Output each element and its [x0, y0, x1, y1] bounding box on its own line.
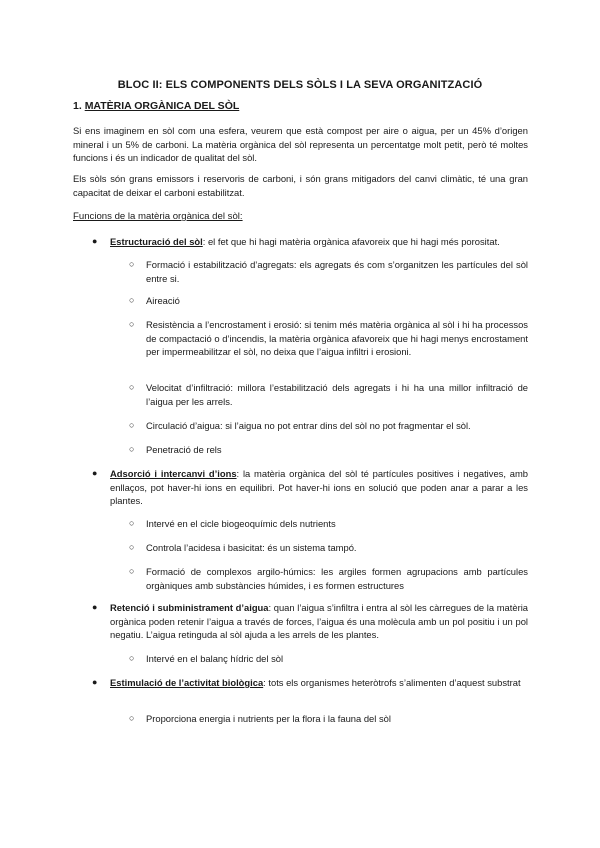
function-item [110, 676, 528, 690]
bullet-circle-icon: ○ [129, 420, 135, 430]
sub-item: Formació i estabilització d’agregats: els agregats és com s’organitzen les partícules del sòl entre si. [146, 259, 528, 284]
bullet-circle-icon: ○ [129, 653, 135, 663]
bullet-circle-icon: ○ [129, 518, 135, 528]
function-term: Adsorció i intercanvi d’ions [110, 468, 237, 479]
sub-item: Proporciona energia i nutrients per la flora i la fauna del sòl [146, 713, 391, 724]
bullet-disc-icon: ● [92, 602, 98, 612]
paragraph-2: Els sòls són grans emissors i reservoris de carboni, i són grans mitigadors del canvi climàtic, té una gran capacitat de deixar el carboni estabilitzat. [73, 173, 528, 198]
sub-item: Controla l’acidesa i basicitat: és un sistema tampó. [146, 542, 357, 553]
section-heading-text: MATÈRIA ORGÀNICA DEL SÒL [84, 100, 240, 112]
bullet-disc-icon: ● [92, 677, 98, 687]
sub-item: Formació de complexos argilo-húmics: les argiles formen agrupacions amb partícules orgàniques amb substàncies húmides, i es formen estructures [146, 566, 528, 591]
function-item [110, 601, 528, 642]
sub-item: Resistència a l’encrostament i erosió: si tenim més matèria orgànica al sòl i hi ha processos de compactació o d’incendis, la matèria orgànica afavoreix que hi hagi menys encrostament per impermeabilitzar el sòl, no deixa que l’aigua infiltri i erosioni. [146, 319, 528, 357]
section-number: 1. [73, 100, 82, 112]
function-term: Estimulació de l’activitat biològica [110, 677, 264, 688]
bullet-disc-icon: ● [92, 236, 98, 246]
function-text: : quan l’aigua s’infiltra i entra al sòl les càrregues de la matèria orgànica poden retenir l’aigua a través de forces, l’aigua és una molècula amb un pol positiu i un pol negatiu. L’aigua retinguda al sòl ajuda a les arrels de les plantes. [110, 602, 528, 640]
bullet-circle-icon: ○ [129, 295, 135, 305]
function-text: : el fet que hi hagi matèria orgànica afavoreix que hi hagi més porositat. [202, 236, 500, 247]
sub-item: Intervé en el balanç hídric del sòl [146, 653, 284, 664]
section-heading [73, 100, 239, 112]
bullet-circle-icon: ○ [129, 713, 135, 723]
bullet-circle-icon: ○ [129, 382, 135, 392]
sub-item: Circulació d’aigua: si l’aigua no pot entrar dins del sòl no pot fragmentar el sòl. [146, 420, 471, 431]
paragraph-1: Si ens imaginem en sòl com una esfera, veurem que està compost per aire o aigua, per un 45% d’origen mineral i un 5% de carboni. La matèria orgànica del sòl representa un percentatge molt petit, però té moltes funcions i és un indicador de qualitat del sòl. [73, 125, 528, 163]
sub-item: Aireació [146, 295, 180, 306]
sub-item: Intervé en el cicle biogeoquímic dels nutrients [146, 518, 336, 529]
function-item [110, 467, 528, 508]
bullet-circle-icon: ○ [129, 259, 135, 269]
function-text: : la matèria orgànica del sòl té partícules positives i negatives, amb enllaços, pot haver-hi ions en equilibri. Pot haver-hi ions en solució que poden anar a parar a les plantes. [110, 468, 528, 506]
bullet-circle-icon: ○ [129, 542, 135, 552]
function-term: Retenció i subministrament d’aigua [110, 602, 269, 613]
sub-item: Penetració de rels [146, 444, 222, 455]
bullet-circle-icon: ○ [129, 566, 135, 576]
page-title: BLOC II: ELS COMPONENTS DELS SÒLS I LA SEVA ORGANITZACIÓ [117, 79, 483, 91]
function-item [110, 235, 528, 249]
sub-item: Velocitat d’infiltració: millora l’estabilització dels agregats i hi ha una millor infiltració de l’aigua per les arrels. [146, 382, 528, 407]
function-text: : tots els organismes heteròtrofs s’alimenten d’aquest substrat [263, 677, 521, 688]
bullet-circle-icon: ○ [129, 319, 135, 329]
bullet-disc-icon: ● [92, 468, 98, 478]
function-term: Estructuració del sòl [110, 236, 203, 247]
bullet-circle-icon: ○ [129, 444, 135, 454]
functions-heading: Funcions de la matèria orgànica del sòl: [73, 211, 243, 222]
